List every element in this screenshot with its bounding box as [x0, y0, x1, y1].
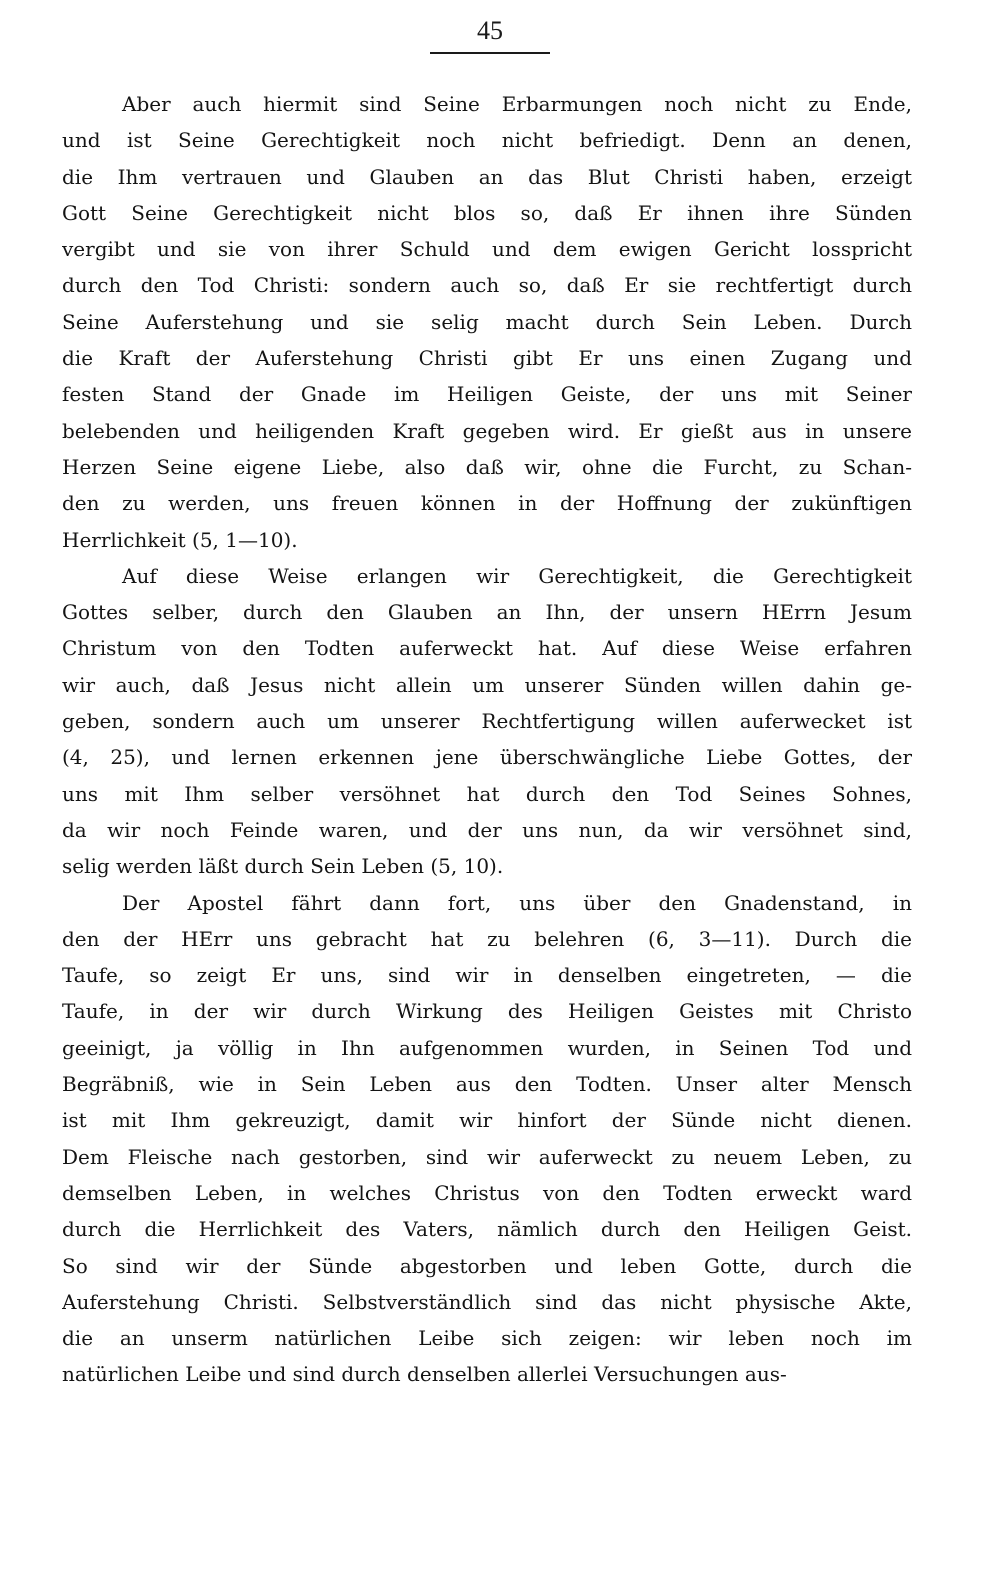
paragraph	[62, 86, 912, 558]
text-line: geben, sondern auch um unserer Rechtfertigung willen auferwecket ist	[62, 709, 912, 734]
text-line: festen Stand der Gnade im Heiligen Geiste, der uns mit Seiner	[62, 382, 912, 407]
text-line: belebenden und heiligenden Kraft gegeben wird. Er gießt aus in unsere	[62, 418, 912, 443]
text-line: durch die Herrlichkeit des Vaters, nämlich durch den Heiligen Geist.	[62, 1217, 912, 1242]
text-line: den der HErr uns gebracht hat zu belehren (6, 3—11). Durch die	[62, 926, 912, 951]
text-line: die Kraft der Auferstehung Christi gibt Er uns einen Zugang und	[62, 346, 912, 371]
text-line: Dem Fleische nach gestorben, sind wir auferweckt zu neuem Leben, zu	[62, 1144, 912, 1169]
text-line: Begräbniß, wie in Sein Leben aus den Todten. Unser alter Mensch	[62, 1072, 912, 1097]
text-line: Seine Auferstehung und sie selig macht durch Sein Leben. Durch	[62, 309, 912, 334]
header-rule	[430, 52, 550, 54]
paragraph	[62, 885, 912, 1393]
text-line: und ist Seine Gerechtigkeit noch nicht befriedigt. Denn an denen,	[62, 128, 912, 153]
text-line: Aber auch hiermit sind Seine Erbarmungen noch nicht zu Ende,	[122, 92, 912, 116]
text-line: Herrlichkeit (5, 1—10).	[62, 527, 298, 552]
text-line: Herzen Seine eigene Liebe, also daß wir, ohne die Furcht, zu Schan-	[62, 454, 912, 479]
body-text	[62, 86, 912, 1393]
page-header	[420, 14, 560, 54]
text-line: Taufe, so zeigt Er uns, sind wir in denselben eingetreten, — die	[62, 963, 912, 988]
text-line: geeinigt, ja völlig in Ihn aufgenommen wurden, in Seinen Tod und	[62, 1035, 912, 1060]
paragraph	[62, 558, 912, 885]
text-line: die Ihm vertrauen und Glauben an das Blut Christi haben, erzeigt	[62, 164, 912, 189]
text-line: die an unserm natürlichen Leibe sich zeigen: wir leben noch im	[62, 1326, 912, 1351]
text-line: demselben Leben, in welches Christus von den Todten erweckt ward	[62, 1180, 912, 1205]
text-line: ist mit Ihm gekreuzigt, damit wir hinfort der Sünde nicht dienen.	[62, 1108, 912, 1133]
text-line: Der Apostel fährt dann fort, uns über den Gnadenstand, in	[122, 890, 912, 915]
text-line: Christum von den Todten auferweckt hat. Auf diese Weise erfahren	[62, 636, 912, 661]
text-line: wir auch, daß Jesus nicht allein um unserer Sünden willen dahin ge-	[62, 672, 912, 697]
text-line: Gottes selber, durch den Glauben an Ihn, der unsern HErrn Jesum	[62, 600, 912, 625]
text-line: (4, 25), und lernen erkennen jene überschwängliche Liebe Gottes, der	[62, 745, 912, 770]
text-line: Auferstehung Christi. Selbstverständlich sind das nicht physische Akte,	[62, 1289, 912, 1314]
text-line: selig werden läßt durch Sein Leben (5, 10).	[62, 854, 504, 879]
text-line: uns mit Ihm selber versöhnet hat durch den Tod Seines Sohnes,	[62, 781, 912, 806]
text-line: So sind wir der Sünde abgestorben und leben Gotte, durch die	[62, 1253, 912, 1278]
text-line: da wir noch Feinde waren, und der uns nun, da wir versöhnet sind,	[62, 817, 912, 842]
text-line: Taufe, in der wir durch Wirkung des Heiligen Geistes mit Christo	[62, 999, 912, 1024]
text-line: natürlichen Leibe und sind durch denselben allerlei Versuchungen aus-	[62, 1362, 787, 1387]
text-line: vergibt und sie von ihrer Schuld und dem ewigen Gericht losspricht	[62, 237, 912, 262]
page-number: 45	[477, 16, 503, 45]
text-line: den zu werden, uns freuen können in der Hoffnung der zukünftigen	[62, 491, 912, 516]
text-line: durch den Tod Christi: sondern auch so, daß Er sie rechtfertigt durch	[62, 273, 912, 298]
text-line: Gott Seine Gerechtigkeit nicht blos so, daß Er ihnen ihre Sünden	[62, 200, 912, 225]
text-line: Auf diese Weise erlangen wir Gerechtigkeit, die Gerechtigkeit	[122, 563, 912, 588]
